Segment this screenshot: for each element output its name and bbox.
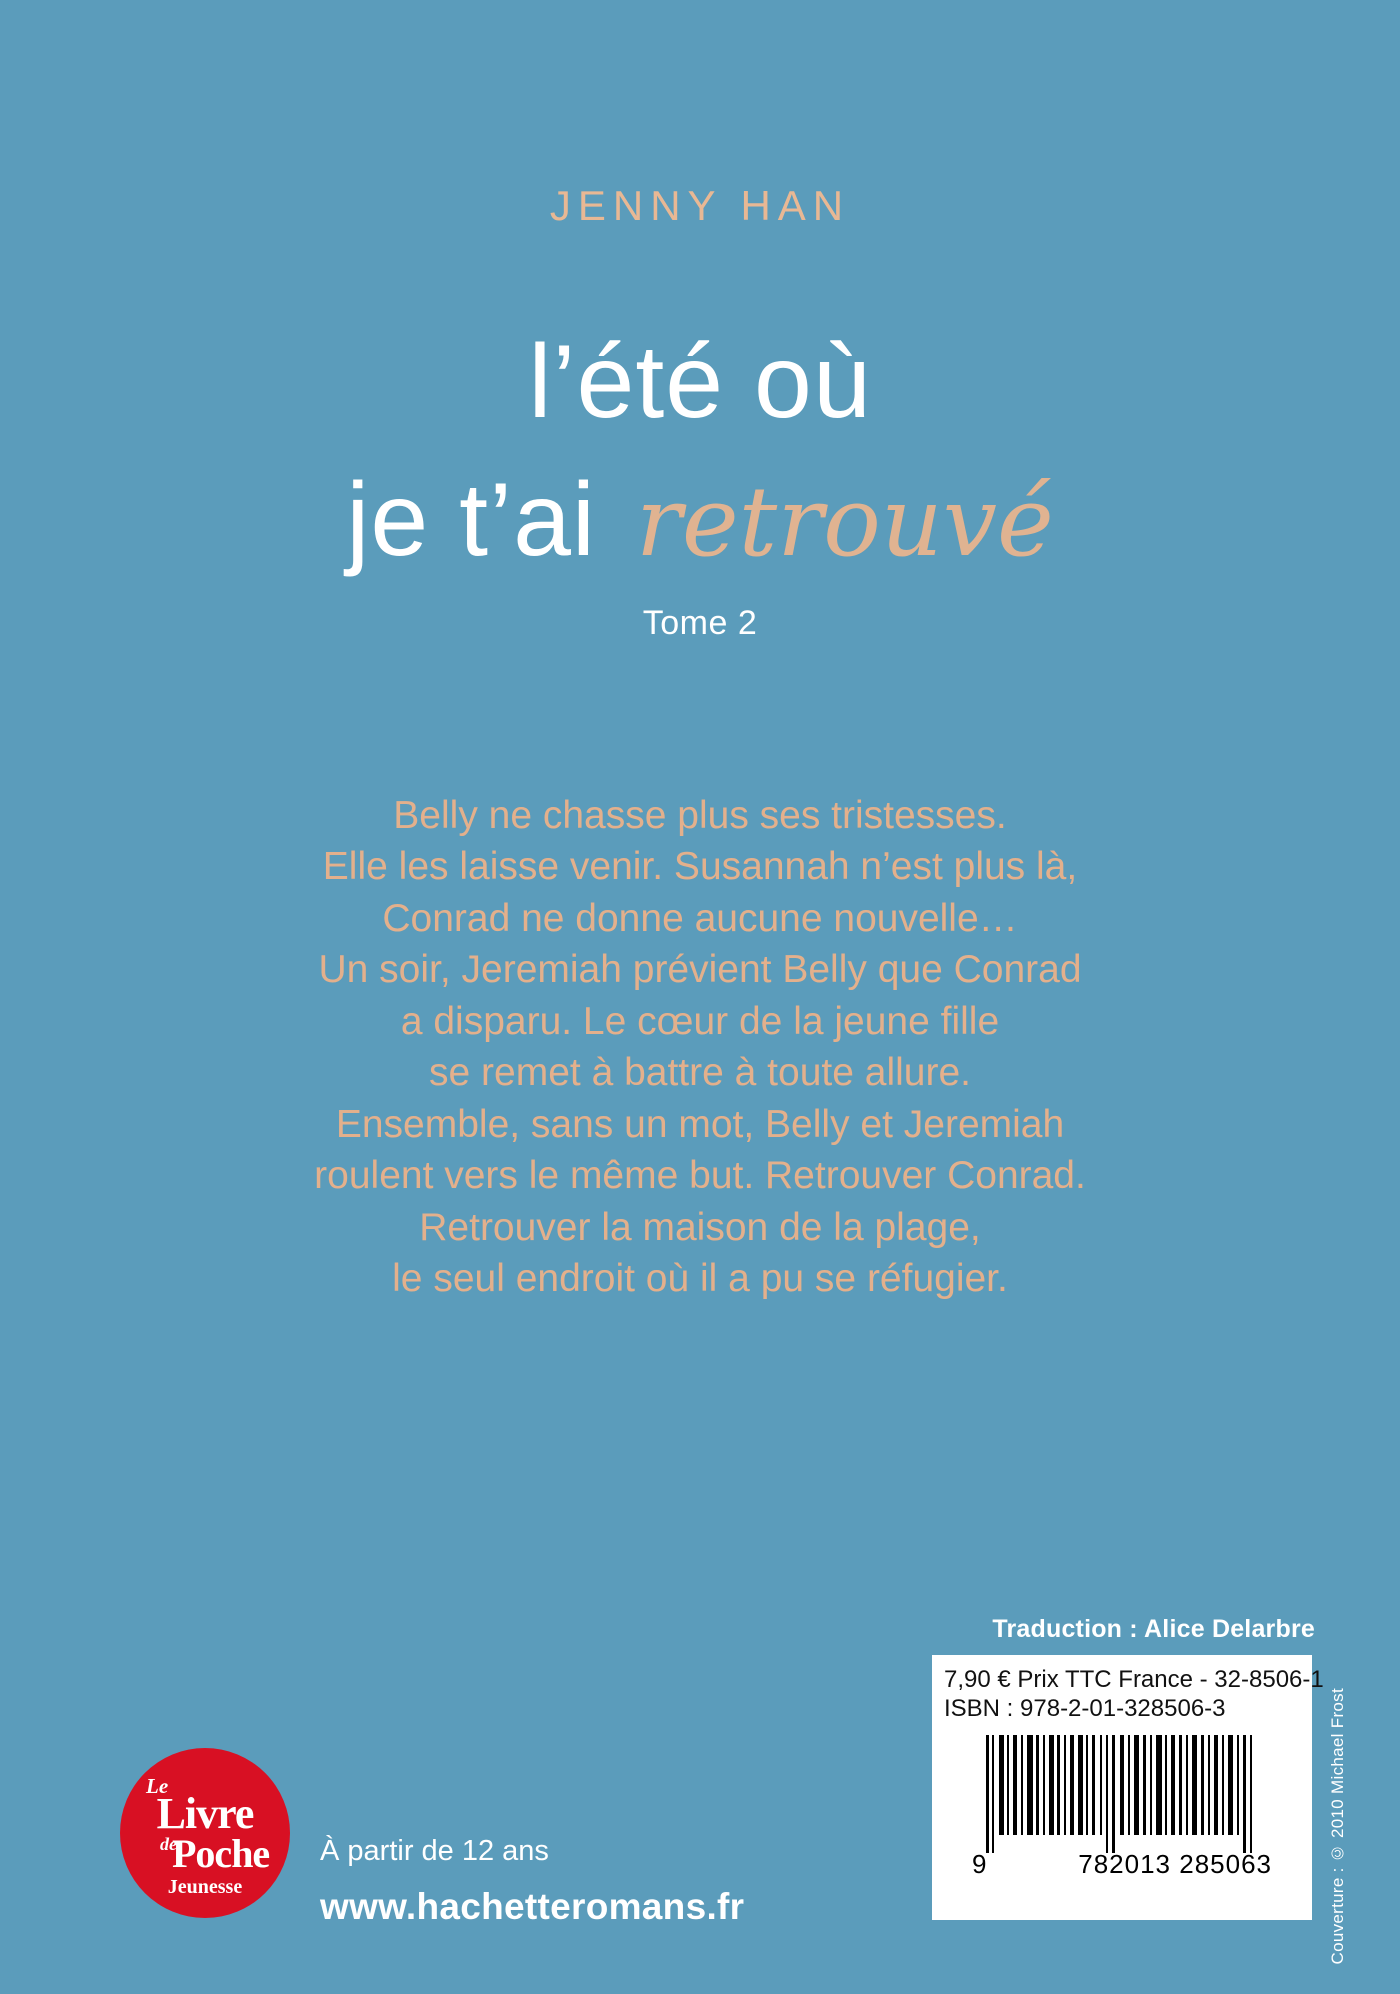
barcode-graphic xyxy=(972,1735,1272,1880)
barcode-digit-main: 782013 285063 xyxy=(1078,1848,1272,1879)
logo-text-le: Le xyxy=(146,1774,169,1798)
author-name: JENNY HAN xyxy=(549,182,851,229)
publisher-logo xyxy=(120,1748,290,1918)
book-title-line-2 xyxy=(0,462,1400,578)
book-title-line-2-italic: retrouvé xyxy=(635,466,1054,578)
isbn-line: ISBN : 978-2-01-328506-3 xyxy=(944,1695,1226,1723)
blurb-line: se remet à battre à toute allure. xyxy=(429,1051,971,1095)
blurb-line: Ensemble, sans un mot, Belly et Jeremiah xyxy=(335,1102,1065,1146)
logo-text-de: de xyxy=(160,1834,177,1854)
blurb-line: Retrouver la maison de la plage, xyxy=(419,1205,981,1249)
barcode-digits xyxy=(972,1849,1272,1880)
blurb-line: Un soir, Jeremiah prévient Belly que Conrad xyxy=(318,948,1082,992)
back-cover-blurb xyxy=(0,790,1400,1305)
barcode-digit-prefix: 9 xyxy=(972,1848,988,1879)
logo-text-jeunesse: Jeunesse xyxy=(167,1876,243,1898)
blurb-line: le seul endroit où il a pu se réfugier. xyxy=(392,1257,1008,1301)
barcode-bars-icon xyxy=(972,1735,1272,1853)
blurb-line: a disparu. Le cœur de la jeune fille xyxy=(400,999,1000,1043)
book-title-line-2-plain: je t’ai xyxy=(346,462,626,578)
logo-text-poche: Poche xyxy=(172,1831,270,1876)
blurb-line: Conrad ne donne aucune nouvelle… xyxy=(382,896,1018,940)
translation-credit: Traduction : Alice Delarbre xyxy=(992,1615,1315,1643)
blurb-line: Belly ne chasse plus ses tristesses. xyxy=(393,794,1007,837)
price-line: 7,90 € Prix TTC France - 32-8506-1 xyxy=(944,1666,1324,1693)
age-recommendation: À partir de 12 ans xyxy=(320,1835,549,1867)
title-block xyxy=(0,324,1400,642)
book-title-line-1: l’été où xyxy=(528,324,872,440)
blurb-line: Elle les laisse venir. Susannah n’est plus là, xyxy=(322,845,1078,889)
logo-text-livre: Livre xyxy=(156,1789,254,1838)
volume-label: Tome 2 xyxy=(642,604,758,642)
cover-photo-credit: Couverture : © 2010 Michael Frost xyxy=(1328,1688,1347,1965)
barcode-block xyxy=(932,1655,1324,1920)
publisher-website[interactable]: www.hachetteromans.fr xyxy=(320,1886,745,1927)
blurb-line: roulent vers le même but. Retrouver Conrad. xyxy=(314,1154,1086,1198)
